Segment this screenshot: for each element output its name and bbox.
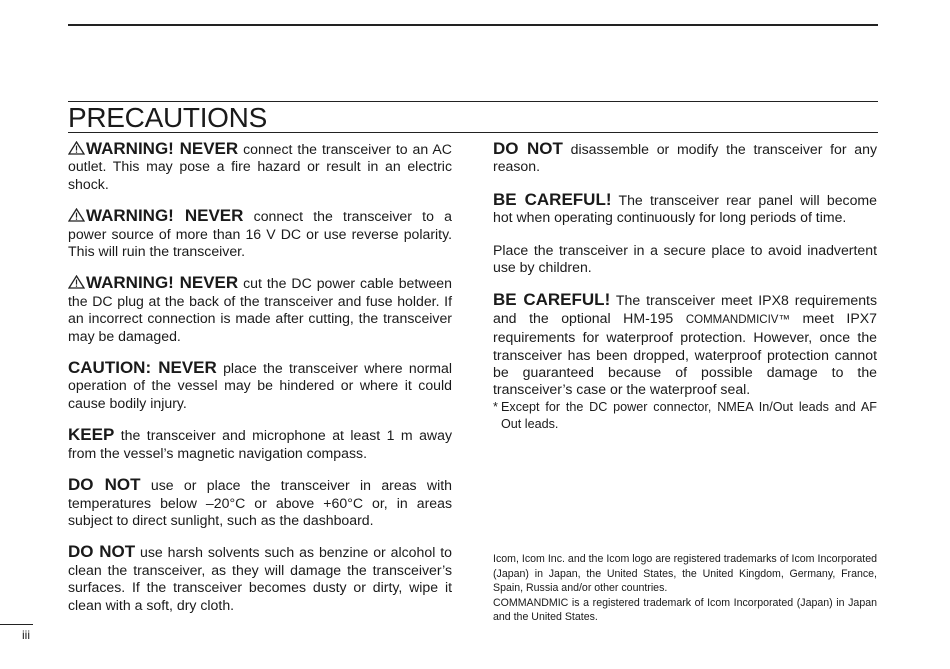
trademark-notice (493, 552, 877, 625)
footnote-text: Except for the DC power connector, NMEA In/Out leads and AF Out leads. (501, 399, 877, 431)
paragraph-text: connect the transceiver to an AC outlet. This may pose a fire hazard or result in an electric shock. (68, 141, 452, 192)
be-careful-paragraph (493, 191, 877, 227)
paragraph-text: meet IPX7 requirements for waterproof protection. However, once the transceiver has been dropped, waterproof protection cannot be guaranteed because of possible damage to the transceiver’s case or the waterproof seal. (493, 309, 877, 398)
paragraph-text: disassemble or modify the transceiver for any reason. (493, 141, 878, 175)
paragraph-lead: DO NOT (493, 139, 563, 158)
do-not-paragraph (493, 140, 877, 176)
paragraph-text: connect the transceiver to a power source of more than 16 V DC or use reverse polarity. This will ruin the transceiver. (68, 208, 452, 260)
footnote (493, 399, 877, 433)
paragraph-text: The transceiver rear panel will become hot when operating continuously for long periods of time. (493, 191, 877, 226)
warning-triangle-icon (68, 141, 85, 155)
page-title: PRECAUTIONS (68, 102, 267, 133)
paragraph-text: Place the transceiver in a secure place to avoid inadvertent use by children. (493, 241, 877, 276)
paragraph-lead: BE CAREFUL! (493, 189, 612, 209)
paragraph-text: The transceiver meet IPX8 requirements and the optional HM-195 (493, 292, 877, 326)
keep-paragraph (68, 426, 452, 462)
page-number-rule (0, 624, 33, 625)
warning-triangle-icon (68, 275, 85, 289)
caution-paragraph (68, 359, 452, 412)
paragraph-lead: WARNING! NEVER (86, 273, 239, 293)
paragraph-text: use harsh solvents such as benzine or alcohol to clean the transceiver, as they will damage the transceiver’s surfaces. If the transceiver becomes dusty or dirty, wipe it clean with a soft, dry cloth. (68, 544, 452, 613)
trademark-line: Icom, Icom Inc. and the Icom logo are registered trademarks of Icom Incorporated (Japan) in Japan, the United States, the United Kingdom, Germany, France, Spain, Russia and/or other countries. (493, 553, 877, 594)
paragraph-text: cut the DC power cable between the DC plug at the back of the transceiver and fuse holder. If an incorrect connection is made after cutting, the transceiver may be damaged. (68, 275, 452, 344)
paragraph-lead: KEEP (68, 425, 115, 445)
right-column (493, 140, 877, 433)
placement-paragraph (493, 242, 877, 277)
trademark-line: COMMANDMIC is a registered trademark of Icom Incorporated (Japan) in Japan and the United States. (493, 596, 877, 623)
paragraph-lead: DO NOT (68, 475, 141, 495)
warning-paragraph (68, 207, 452, 260)
product-name: COMMANDMICIV™ (685, 313, 790, 326)
page-number: iii (22, 628, 30, 642)
paragraph-lead: WARNING! NEVER (86, 139, 239, 158)
warning-triangle-icon (68, 208, 85, 222)
paragraph-lead: WARNING! NEVER (86, 206, 244, 226)
top-rule (68, 24, 878, 26)
waterproof-paragraph (493, 291, 877, 398)
do-not-paragraph (68, 476, 452, 529)
warning-paragraph (68, 140, 452, 193)
paragraph-text: place the transceiver where normal operation of the vessel may be hindered or where it could cause bodily injury. (68, 360, 452, 411)
paragraph-lead: DO NOT (68, 542, 136, 562)
paragraph-lead: CAUTION: NEVER (68, 358, 217, 378)
paragraph-text: the transceiver and microphone at least 1 m away from the vessel’s magnetic navigation compass. (68, 427, 452, 461)
warning-paragraph (68, 274, 452, 345)
paragraph-text: use or place the transceiver in areas with temperatures below –20°C or above +60°C or, in areas subject to direct sunlight, such as the dashboard. (68, 477, 452, 528)
footnote-mark: * (493, 399, 498, 414)
paragraph-lead: BE CAREFUL! (493, 290, 611, 310)
section-heading (68, 101, 878, 133)
do-not-paragraph (68, 543, 452, 614)
left-column (68, 140, 452, 614)
